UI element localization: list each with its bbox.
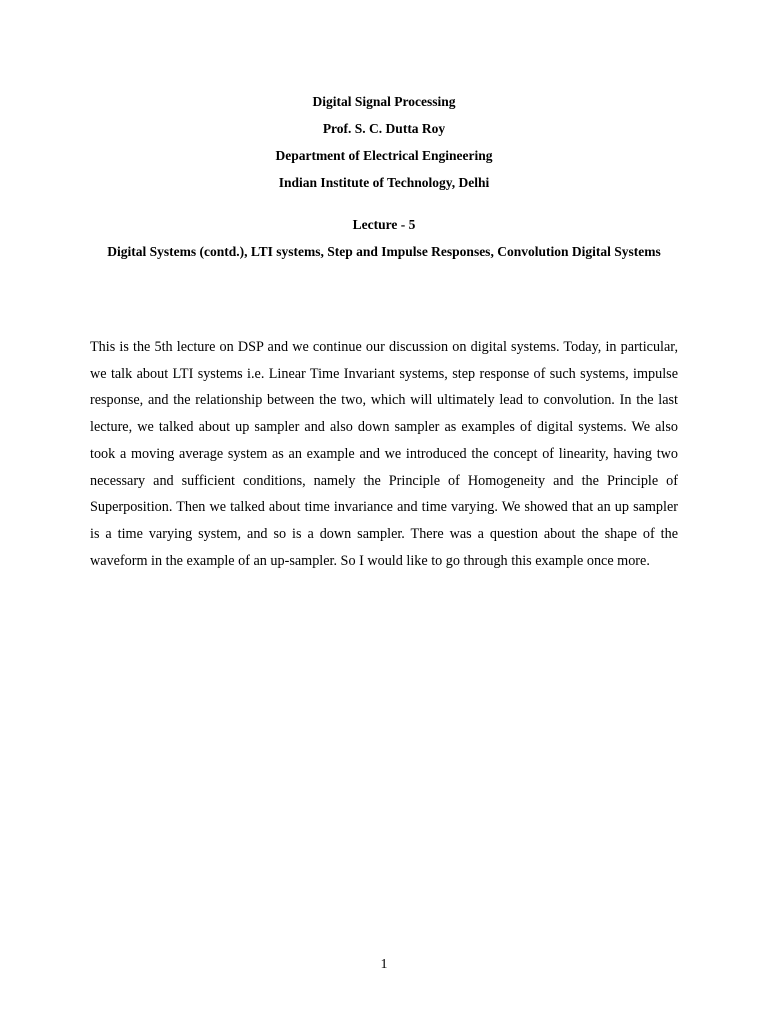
document-header: [60, 88, 708, 196]
page-number: 1: [380, 957, 388, 972]
institute-name: Indian Institute of Technology, Delhi: [278, 175, 490, 190]
course-title: Digital Signal Processing: [312, 94, 456, 109]
lecture-number: Lecture - 5: [352, 217, 416, 232]
department-name: Department of Electrical Engineering: [275, 148, 493, 163]
professor-name: Prof. S. C. Dutta Roy: [322, 121, 446, 136]
lecture-heading: [90, 211, 678, 265]
lecture-title: Digital Systems (contd.), LTI systems, Step and Impulse Responses, Convolution Digital Systems: [107, 244, 661, 259]
body-paragraph: This is the 5th lecture on DSP and we continue our discussion on digital systems. Today, in particular, we talk about LTI systems i.e. Linear Time Invariant systems, step response of such systems, impulse response, and the relationship between the two, which will ultimately lead to convolution. In the last lecture, we talked about up sampler and also down sampler as examples of digital systems. We also took a moving average system as an example and we introduced the concept of linearity, having two necessary and sufficient conditions, namely the Principle of Homogeneity and the Principle of Superposition. Then we talked about time invariance and time varying. We showed that an up sampler is a time varying system, and so is a down sampler. There was a question about the shape of the waveform in the example of an up-sampler. So I would like to go through this example once more.: [90, 339, 678, 569]
